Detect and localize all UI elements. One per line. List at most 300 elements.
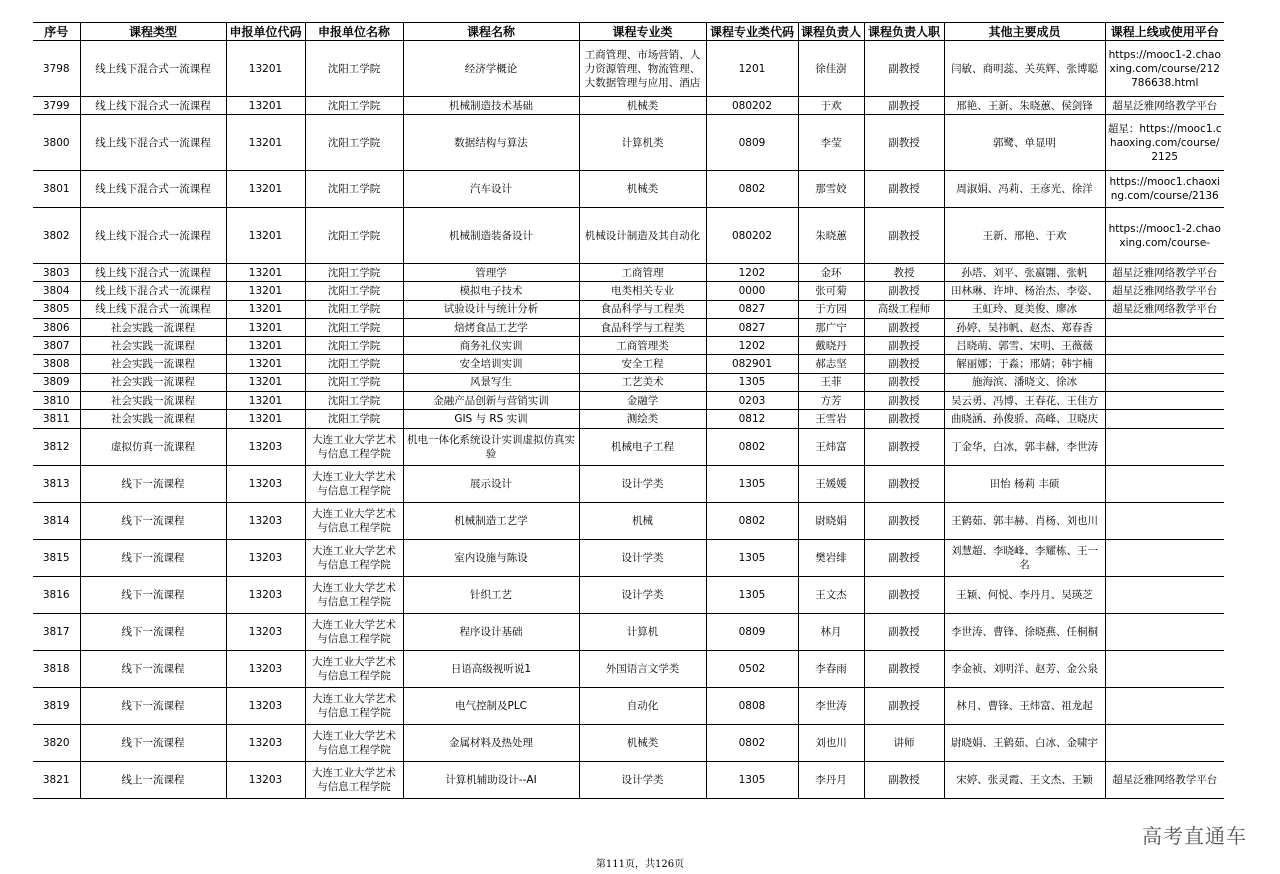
cell-course-type: 线下一流课程 (80, 502, 226, 539)
cell-unit-code: 13201 (226, 318, 305, 336)
cell-course-name: 安全培训实训 (403, 355, 579, 373)
cell-leader-title: 副教授 (864, 410, 944, 428)
cell-course-type: 线下一流课程 (80, 576, 226, 613)
cell-course-type: 社会实践一流课程 (80, 373, 226, 391)
cell-platform (1105, 373, 1224, 391)
cell-leader: 于欢 (798, 97, 864, 115)
cell-platform (1105, 392, 1224, 410)
cell-leader: 郝志坚 (798, 355, 864, 373)
cell-course-type: 社会实践一流课程 (80, 355, 226, 373)
table-row (33, 318, 1224, 336)
cell-major-class: 工商管理 (579, 264, 706, 282)
cell-course-name: 汽车设计 (403, 171, 579, 208)
cell-members: 尉晓娟、王鹤茹、白冰、金啸宇 (944, 724, 1105, 761)
cell-unit-code: 13203 (226, 576, 305, 613)
cell-members: 施海滨、潘晓文、徐冰 (944, 373, 1105, 391)
watermark: 高考直通车 (1142, 824, 1247, 848)
cell-major-code: 082901 (706, 355, 798, 373)
cell-unit-name: 沈阳工学院 (305, 115, 403, 171)
cell-unit-name: 沈阳工学院 (305, 355, 403, 373)
cell-course-name: 模拟电子技术 (403, 282, 579, 300)
cell-major-code: 0000 (706, 282, 798, 300)
cell-course-type: 社会实践一流课程 (80, 318, 226, 336)
cell-leader: 徐佳澍 (798, 41, 864, 97)
cell-course-type: 线下一流课程 (80, 724, 226, 761)
cell-unit-code: 13203 (226, 761, 305, 798)
cell-leader: 朱晓蕙 (798, 208, 864, 264)
cell-leader-title: 副教授 (864, 355, 944, 373)
cell-leader-title: 副教授 (864, 115, 944, 171)
cell-leader: 张可菊 (798, 282, 864, 300)
cell-unit-name: 沈阳工学院 (305, 97, 403, 115)
cell-major-code: 0808 (706, 687, 798, 724)
cell-course-name: 机械制造装备设计 (403, 208, 579, 264)
cell-major-class: 自动化 (579, 687, 706, 724)
cell-platform (1105, 502, 1224, 539)
cell-major-code: 1202 (706, 337, 798, 355)
cell-unit-code: 13203 (226, 613, 305, 650)
cell-platform: https://mooc1-2.chaoxing.com/course- (1105, 208, 1224, 264)
cell-course-type: 社会实践一流课程 (80, 392, 226, 410)
cell-major-class: 机械电子工程 (579, 428, 706, 465)
cell-course-type: 社会实践一流课程 (80, 337, 226, 355)
cell-unit-code: 13201 (226, 355, 305, 373)
cell-major-class: 计算机类 (579, 115, 706, 171)
cell-course-type: 线上线下混合式一流课程 (80, 97, 226, 115)
cell-platform (1105, 318, 1224, 336)
cell-course-name: 电气控制及PLC (403, 687, 579, 724)
cell-major-class: 电类相关专业 (579, 282, 706, 300)
table-row (33, 613, 1224, 650)
cell-members: 闫敏、商明蕊、关英辉、张博聪 (944, 41, 1105, 97)
cell-seq: 3805 (33, 300, 80, 318)
cell-leader-title: 副教授 (864, 465, 944, 502)
header-row (33, 23, 1224, 41)
cell-major-code: 0809 (706, 115, 798, 171)
cell-leader: 方芳 (798, 392, 864, 410)
cell-course-type: 线上线下混合式一流课程 (80, 115, 226, 171)
cell-unit-code: 13203 (226, 428, 305, 465)
table-row (33, 410, 1224, 428)
cell-platform (1105, 428, 1224, 465)
cell-major-class: 外国语言文学类 (579, 650, 706, 687)
cell-major-class: 测绘类 (579, 410, 706, 428)
cell-platform (1105, 465, 1224, 502)
header-unit-code: 申报单位代码 (226, 23, 305, 41)
cell-leader-title: 高级工程师 (864, 300, 944, 318)
cell-unit-name: 大连工业大学艺术与信息工程学院 (305, 428, 403, 465)
cell-course-name: 数据结构与算法 (403, 115, 579, 171)
cell-seq: 3806 (33, 318, 80, 336)
cell-platform: https://mooc1-2.chaoxing.com/course/212786638.html (1105, 41, 1224, 97)
cell-unit-code: 13203 (226, 502, 305, 539)
cell-leader: 于方园 (798, 300, 864, 318)
cell-seq: 3810 (33, 392, 80, 410)
course-table (33, 22, 1224, 799)
cell-unit-code: 13201 (226, 264, 305, 282)
cell-unit-code: 13203 (226, 724, 305, 761)
cell-leader: 那广宁 (798, 318, 864, 336)
table-row (33, 97, 1224, 115)
table-row (33, 282, 1224, 300)
cell-major-code: 0827 (706, 318, 798, 336)
header-major-code: 课程专业类代码 (706, 23, 798, 41)
table-row (33, 465, 1224, 502)
cell-major-class: 机械类 (579, 97, 706, 115)
table-row (33, 539, 1224, 576)
table-row (33, 355, 1224, 373)
cell-platform: 超星泛雅网络教学平台 (1105, 97, 1224, 115)
cell-leader-title: 副教授 (864, 41, 944, 97)
cell-unit-name: 大连工业大学艺术与信息工程学院 (305, 724, 403, 761)
cell-course-name: 计算机辅助设计--AI (403, 761, 579, 798)
cell-seq: 3804 (33, 282, 80, 300)
cell-course-name: 机械制造工艺学 (403, 502, 579, 539)
cell-course-name: 程序设计基础 (403, 613, 579, 650)
cell-leader: 李春雨 (798, 650, 864, 687)
cell-unit-code: 13201 (226, 41, 305, 97)
cell-leader: 王雪岩 (798, 410, 864, 428)
cell-seq: 3818 (33, 650, 80, 687)
table-row (33, 687, 1224, 724)
cell-course-name: 金融产品创新与营销实训 (403, 392, 579, 410)
cell-platform (1105, 355, 1224, 373)
cell-unit-code: 13201 (226, 171, 305, 208)
cell-course-name: 商务礼仪实训 (403, 337, 579, 355)
cell-major-class: 工商管理、市场营销、人力资源管理、物流管理、大数据管理与应用、酒店 (579, 41, 706, 97)
cell-course-type: 线上一流课程 (80, 761, 226, 798)
cell-major-code: 1305 (706, 576, 798, 613)
cell-leader-title: 教授 (864, 264, 944, 282)
cell-members: 李世涛、曹锋、徐晓燕、任桐桐 (944, 613, 1105, 650)
table-body (33, 41, 1224, 799)
cell-members: 解丽娜；于淼；邢婧；韩宇楠 (944, 355, 1105, 373)
cell-leader-title: 讲师 (864, 724, 944, 761)
cell-unit-name: 沈阳工学院 (305, 392, 403, 410)
cell-major-code: 1202 (706, 264, 798, 282)
table-row (33, 41, 1224, 97)
cell-major-code: 1201 (706, 41, 798, 97)
cell-platform: 超星泛雅网络教学平台 (1105, 300, 1224, 318)
cell-leader-title: 副教授 (864, 502, 944, 539)
cell-course-name: 展示设计 (403, 465, 579, 502)
table-row (33, 761, 1224, 798)
cell-seq: 3821 (33, 761, 80, 798)
cell-leader: 尉晓娟 (798, 502, 864, 539)
cell-unit-code: 13201 (226, 410, 305, 428)
cell-members: 李金祯、刘明洋、赵芳、金公泉 (944, 650, 1105, 687)
cell-seq: 3820 (33, 724, 80, 761)
cell-seq: 3798 (33, 41, 80, 97)
cell-unit-name: 沈阳工学院 (305, 318, 403, 336)
table-row (33, 264, 1224, 282)
cell-unit-name: 沈阳工学院 (305, 264, 403, 282)
cell-seq: 3802 (33, 208, 80, 264)
table-row (33, 428, 1224, 465)
cell-major-code: 080202 (706, 208, 798, 264)
cell-major-class: 设计学类 (579, 539, 706, 576)
cell-seq: 3800 (33, 115, 80, 171)
cell-unit-code: 13201 (226, 208, 305, 264)
cell-major-code: 0802 (706, 428, 798, 465)
cell-major-code: 0812 (706, 410, 798, 428)
header-major-class: 课程专业类 (579, 23, 706, 41)
cell-unit-name: 沈阳工学院 (305, 300, 403, 318)
cell-members: 吴云勇、冯博、王春花、王佳方 (944, 392, 1105, 410)
cell-leader: 王菲 (798, 373, 864, 391)
cell-members: 孙婷、吴祎帆、赵杰、郑春香 (944, 318, 1105, 336)
cell-course-type: 线下一流课程 (80, 650, 226, 687)
cell-leader: 李世涛 (798, 687, 864, 724)
cell-leader-title: 副教授 (864, 761, 944, 798)
table-row (33, 373, 1224, 391)
cell-course-type: 线上线下混合式一流课程 (80, 282, 226, 300)
cell-major-class: 工商管理类 (579, 337, 706, 355)
cell-unit-code: 13203 (226, 465, 305, 502)
cell-unit-code: 13201 (226, 97, 305, 115)
cell-course-name: 机械制造技术基础 (403, 97, 579, 115)
header-members: 其他主要成员 (944, 23, 1105, 41)
cell-platform: 超星：https://mooc1.chaoxing.com/course/2125 (1105, 115, 1224, 171)
cell-major-class: 食品科学与工程类 (579, 300, 706, 318)
cell-unit-name: 沈阳工学院 (305, 282, 403, 300)
cell-unit-name: 沈阳工学院 (305, 171, 403, 208)
cell-unit-code: 13201 (226, 300, 305, 318)
cell-members: 吕晓萌、郭雪、宋明、王薇薇 (944, 337, 1105, 355)
cell-major-code: 1305 (706, 373, 798, 391)
table-row (33, 171, 1224, 208)
cell-leader: 樊岩绯 (798, 539, 864, 576)
cell-unit-name: 大连工业大学艺术与信息工程学院 (305, 761, 403, 798)
cell-leader-title: 副教授 (864, 373, 944, 391)
cell-platform (1105, 613, 1224, 650)
cell-unit-code: 13203 (226, 650, 305, 687)
cell-course-type: 线上线下混合式一流课程 (80, 171, 226, 208)
table-row (33, 208, 1224, 264)
cell-leader-title: 副教授 (864, 539, 944, 576)
cell-major-code: 1305 (706, 539, 798, 576)
cell-members: 邢艳、王新、朱晓蕙、侯剑锋 (944, 97, 1105, 115)
cell-leader-title: 副教授 (864, 687, 944, 724)
header-leader: 课程负责人 (798, 23, 864, 41)
cell-leader-title: 副教授 (864, 576, 944, 613)
cell-major-code: 0502 (706, 650, 798, 687)
cell-seq: 3815 (33, 539, 80, 576)
cell-major-class: 机械 (579, 502, 706, 539)
cell-unit-code: 13201 (226, 392, 305, 410)
cell-leader: 刘也川 (798, 724, 864, 761)
cell-unit-name: 大连工业大学艺术与信息工程学院 (305, 539, 403, 576)
table-row (33, 392, 1224, 410)
cell-course-type: 线上线下混合式一流课程 (80, 300, 226, 318)
cell-major-class: 机械设计制造及其自动化 (579, 208, 706, 264)
header-course-type: 课程类型 (80, 23, 226, 41)
cell-seq: 3817 (33, 613, 80, 650)
cell-platform (1105, 724, 1224, 761)
cell-course-name: 日语高级视听说1 (403, 650, 579, 687)
header-leader-title: 课程负责人职 (864, 23, 944, 41)
cell-unit-code: 13203 (226, 687, 305, 724)
cell-leader-title: 副教授 (864, 208, 944, 264)
cell-seq: 3809 (33, 373, 80, 391)
cell-platform: 超星泛雅网络教学平台 (1105, 282, 1224, 300)
table-row (33, 502, 1224, 539)
cell-course-type: 线上线下混合式一流课程 (80, 41, 226, 97)
cell-leader-title: 副教授 (864, 428, 944, 465)
cell-members: 王新、邢艳、于欢 (944, 208, 1105, 264)
cell-major-code: 0827 (706, 300, 798, 318)
cell-members: 林月、曹锋、王炜富、祖龙起 (944, 687, 1105, 724)
cell-seq: 3812 (33, 428, 80, 465)
cell-leader-title: 副教授 (864, 282, 944, 300)
header-unit-name: 申报单位名称 (305, 23, 403, 41)
cell-seq: 3816 (33, 576, 80, 613)
cell-leader-title: 副教授 (864, 650, 944, 687)
table-row (33, 300, 1224, 318)
cell-course-type: 线下一流课程 (80, 613, 226, 650)
cell-members: 田林琳、许坤、杨治杰、李姿、 (944, 282, 1105, 300)
table-row (33, 650, 1224, 687)
table-row (33, 724, 1224, 761)
cell-unit-name: 大连工业大学艺术与信息工程学院 (305, 576, 403, 613)
cell-course-name: 经济学概论 (403, 41, 579, 97)
cell-course-type: 线上线下混合式一流课程 (80, 264, 226, 282)
cell-major-class: 设计学类 (579, 465, 706, 502)
header-platform: 课程上线或使用平台 (1105, 23, 1224, 41)
cell-course-name: 针织工艺 (403, 576, 579, 613)
cell-unit-name: 大连工业大学艺术与信息工程学院 (305, 613, 403, 650)
cell-unit-name: 大连工业大学艺术与信息工程学院 (305, 465, 403, 502)
cell-major-code: 0802 (706, 724, 798, 761)
cell-leader: 王媛媛 (798, 465, 864, 502)
cell-unit-code: 13201 (226, 373, 305, 391)
cell-members: 王颖、何悦、李丹月、吴瑛芝 (944, 576, 1105, 613)
cell-seq: 3814 (33, 502, 80, 539)
cell-course-name: 机电一体化系统设计实训虚拟仿真实验 (403, 428, 579, 465)
cell-leader: 那雪姣 (798, 171, 864, 208)
cell-leader: 李莹 (798, 115, 864, 171)
cell-unit-name: 沈阳工学院 (305, 208, 403, 264)
table-row (33, 576, 1224, 613)
cell-unit-code: 13201 (226, 282, 305, 300)
cell-major-code: 1305 (706, 465, 798, 502)
cell-unit-name: 沈阳工学院 (305, 410, 403, 428)
cell-leader: 王炜富 (798, 428, 864, 465)
cell-members: 郭鹭、单显明 (944, 115, 1105, 171)
cell-seq: 3811 (33, 410, 80, 428)
cell-major-class: 设计学类 (579, 761, 706, 798)
cell-course-type: 线上线下混合式一流课程 (80, 208, 226, 264)
cell-course-name: 金属材料及热处理 (403, 724, 579, 761)
cell-course-type: 社会实践一流课程 (80, 410, 226, 428)
cell-course-name: 焙烤食品工艺学 (403, 318, 579, 336)
table-row (33, 337, 1224, 355)
cell-course-name: GIS 与 RS 实训 (403, 410, 579, 428)
cell-unit-code: 13201 (226, 115, 305, 171)
cell-members: 王鹤茹、郭丰赫、肖杨、刘也川 (944, 502, 1105, 539)
cell-members: 曲晓涵、孙俊骄、高峰、卫晓庆 (944, 410, 1105, 428)
cell-leader-title: 副教授 (864, 613, 944, 650)
cell-major-class: 机械类 (579, 171, 706, 208)
cell-seq: 3808 (33, 355, 80, 373)
cell-members: 丁金华，白冰，郭丰赫，李世涛 (944, 428, 1105, 465)
cell-seq: 3819 (33, 687, 80, 724)
cell-course-name: 试验设计与统计分析 (403, 300, 579, 318)
cell-members: 王虹玲、夏美俊、廖冰 (944, 300, 1105, 318)
cell-members: 周淑娟、冯莉、王彦光、徐洋 (944, 171, 1105, 208)
header-seq: 序号 (33, 23, 80, 41)
cell-leader: 林月 (798, 613, 864, 650)
cell-major-code: 0203 (706, 392, 798, 410)
cell-leader-title: 副教授 (864, 97, 944, 115)
cell-major-class: 机械类 (579, 724, 706, 761)
cell-major-class: 食品科学与工程类 (579, 318, 706, 336)
cell-platform (1105, 539, 1224, 576)
cell-platform (1105, 337, 1224, 355)
cell-course-name: 室内设施与陈设 (403, 539, 579, 576)
cell-major-code: 0802 (706, 171, 798, 208)
cell-course-type: 线下一流课程 (80, 687, 226, 724)
cell-seq: 3813 (33, 465, 80, 502)
cell-major-code: 080202 (706, 97, 798, 115)
cell-members: 宋婷、张灵霞、王文杰、王颖 (944, 761, 1105, 798)
cell-course-type: 虚拟仿真一流课程 (80, 428, 226, 465)
cell-leader: 金环 (798, 264, 864, 282)
cell-seq: 3807 (33, 337, 80, 355)
cell-major-code: 0809 (706, 613, 798, 650)
cell-course-name: 风景写生 (403, 373, 579, 391)
cell-major-class: 金融学 (579, 392, 706, 410)
cell-unit-name: 大连工业大学艺术与信息工程学院 (305, 650, 403, 687)
cell-course-type: 线下一流课程 (80, 539, 226, 576)
cell-major-class: 工艺美术 (579, 373, 706, 391)
cell-leader: 戴晓丹 (798, 337, 864, 355)
cell-members: 田怡 杨莉 丰硕 (944, 465, 1105, 502)
table-row (33, 115, 1224, 171)
cell-platform: 超星泛雅网络教学平台 (1105, 761, 1224, 798)
cell-unit-name: 沈阳工学院 (305, 373, 403, 391)
cell-course-name: 管理学 (403, 264, 579, 282)
cell-members: 刘慧超、李晓峰、李耀栋、王一名 (944, 539, 1105, 576)
cell-major-code: 0802 (706, 502, 798, 539)
cell-major-code: 1305 (706, 761, 798, 798)
cell-unit-code: 13201 (226, 337, 305, 355)
cell-platform (1105, 576, 1224, 613)
cell-platform (1105, 650, 1224, 687)
cell-major-class: 计算机 (579, 613, 706, 650)
cell-unit-code: 13203 (226, 539, 305, 576)
cell-platform: https://mooc1.chaoxing.com/course/2136 (1105, 171, 1224, 208)
cell-leader-title: 副教授 (864, 392, 944, 410)
cell-unit-name: 大连工业大学艺术与信息工程学院 (305, 502, 403, 539)
cell-leader-title: 副教授 (864, 318, 944, 336)
cell-major-class: 安全工程 (579, 355, 706, 373)
cell-leader-title: 副教授 (864, 171, 944, 208)
cell-major-class: 设计学类 (579, 576, 706, 613)
cell-unit-name: 沈阳工学院 (305, 41, 403, 97)
page-footer: 第111页，共126页 (595, 859, 685, 870)
cell-leader: 王文杰 (798, 576, 864, 613)
cell-platform (1105, 687, 1224, 724)
cell-leader-title: 副教授 (864, 337, 944, 355)
cell-course-type: 线下一流课程 (80, 465, 226, 502)
cell-unit-name: 沈阳工学院 (305, 337, 403, 355)
cell-platform: 超星泛雅网络教学平台 (1105, 264, 1224, 282)
cell-seq: 3803 (33, 264, 80, 282)
cell-leader: 李丹月 (798, 761, 864, 798)
cell-members: 孙塔、刘平、张嬴翾、张帆 (944, 264, 1105, 282)
cell-unit-name: 大连工业大学艺术与信息工程学院 (305, 687, 403, 724)
